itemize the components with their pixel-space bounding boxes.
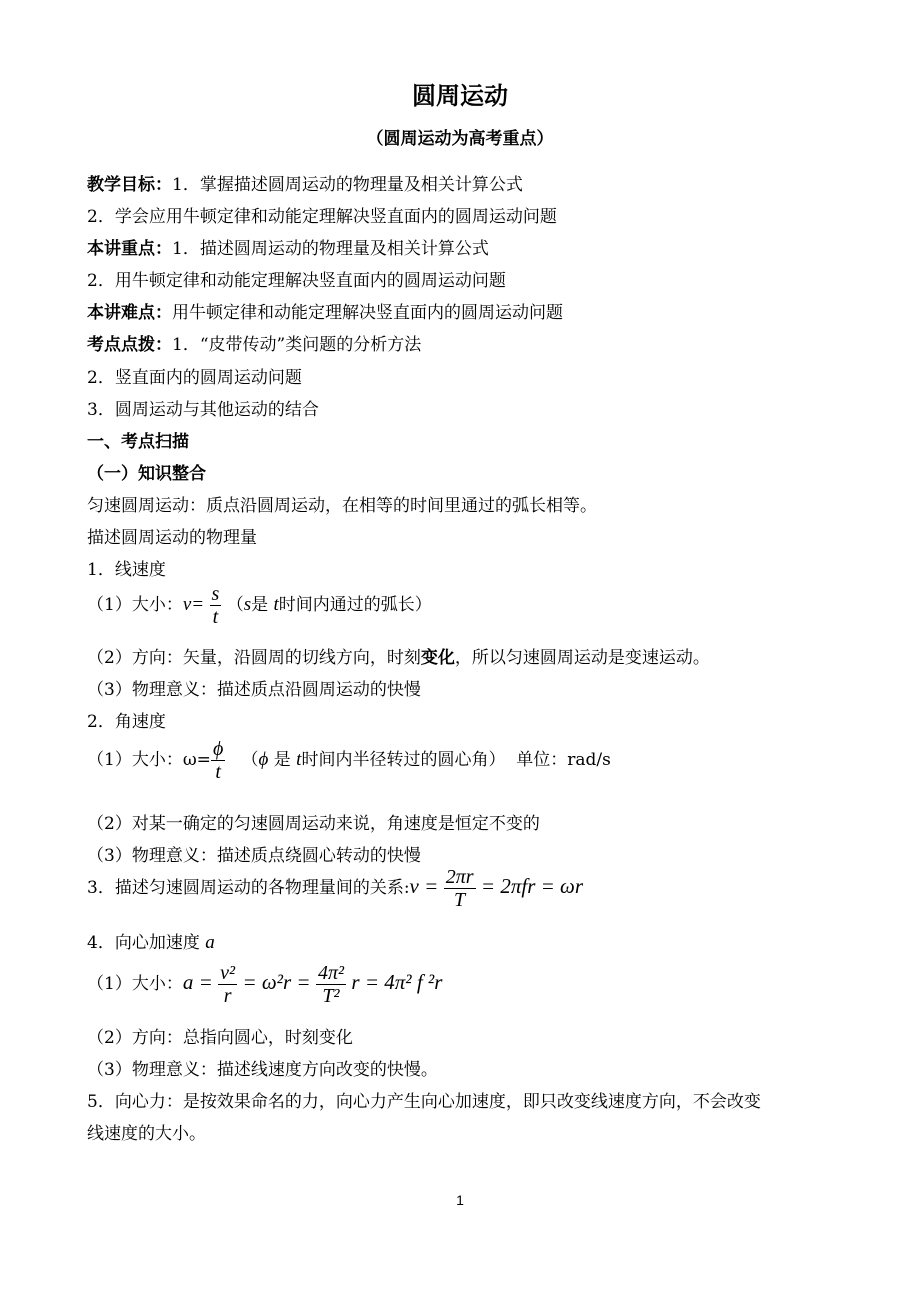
note-open: （ (226, 595, 244, 615)
fraction-denominator: T² (316, 984, 346, 1007)
angular-velocity-meaning: （3）物理意义：描述质点绕圆心转动的快慢 (87, 846, 421, 866)
direction-bold: 变化 (420, 648, 455, 668)
formula-tail: r = 4π² f ²r (351, 970, 443, 994)
page-subtitle: （圆周运动为高考重点） (366, 129, 554, 149)
centripetal-acc-meaning: （3）物理意义：描述线速度方向改变的快慢。 (87, 1060, 438, 1080)
fraction-denominator: T (444, 888, 476, 911)
goals-label: 教学目标： (87, 175, 172, 195)
fraction-denominator: r (218, 984, 237, 1007)
note-rest: 时间内半径转过的圆心角） (301, 750, 506, 770)
formula-lhs: v= (182, 594, 205, 615)
centripetal-acc-heading (87, 928, 215, 954)
difficulty-line (87, 298, 563, 323)
fraction-numerator: 4π² (317, 962, 344, 984)
goals-item-1: 1．掌握描述圆周运动的物理量及相关计算公式 (172, 175, 523, 195)
focus-label: 本讲重点： (87, 239, 172, 259)
4pi2-over-t2-fraction (316, 962, 346, 1007)
focus-item-2: 2．用牛顿定律和动能定理解决竖直面内的圆周运动问题 (87, 271, 506, 291)
fraction-numerator: 2πr (445, 866, 474, 888)
goals-line-1 (87, 170, 523, 195)
tips-item-1: 1．“皮带传动”类问题的分析方法 (172, 335, 422, 355)
fraction-numerator: ϕ (212, 738, 224, 760)
heading-text: 4．向心加速度 (87, 933, 200, 953)
phi-over-t-fraction (211, 738, 225, 783)
linear-velocity-formula-line (87, 583, 432, 628)
note-rest: 时间内通过的弧长） (278, 595, 432, 615)
linear-velocity-direction (87, 643, 710, 668)
page-number: 1 (456, 1192, 464, 1208)
s-over-t-fraction (210, 583, 222, 628)
centripetal-acc-formula-line (87, 962, 442, 1007)
tips-label: 考点点拨： (87, 335, 172, 355)
note-mid: 是 (251, 595, 269, 615)
linear-velocity-heading: 1．线速度 (87, 560, 166, 580)
heading-variable: a (205, 932, 215, 953)
relation-fraction (444, 866, 476, 911)
direction-text-b: ，所以匀速圆周运动是变速运动。 (454, 648, 710, 668)
fraction-denominator: t (211, 760, 225, 783)
relation-rhs: = 2πfr = ωr (480, 874, 584, 898)
linear-velocity-meaning: （3）物理意义：描述质点沿圆周运动的快慢 (87, 680, 421, 700)
formula-lhs: a = (182, 970, 213, 994)
subsection-heading: （一）知识整合 (87, 464, 206, 484)
magnitude-prefix: （1）大小： (87, 974, 183, 994)
angular-velocity-heading: 2．角速度 (87, 712, 166, 732)
note-mid: 是 (273, 750, 291, 770)
unit-label: 单位：rad/s (516, 750, 611, 770)
page-title: 圆周运动 (412, 82, 508, 110)
centripetal-acc-direction: （2）方向：总指向圆心，时刻变化 (87, 1028, 353, 1048)
note-t: t (296, 749, 302, 770)
tips-item-2: 2．竖直面内的圆周运动问题 (87, 368, 302, 388)
angular-velocity-constancy: （2）对某一确定的匀速圆周运动来说，角速度是恒定不变的 (87, 814, 540, 834)
fraction-denominator: t (210, 605, 222, 628)
magnitude-prefix: （1）大小：ω= (87, 750, 211, 770)
focus-item-1: 1．描述圆周运动的物理量及相关计算公式 (172, 239, 489, 259)
note-phi: ϕ (258, 749, 269, 770)
angular-velocity-formula-line (87, 738, 611, 783)
goals-item-2: 2．学会应用牛顿定律和动能定理解决竖直面内的圆周运动问题 (87, 207, 557, 227)
formula-middle: = ω²r = (242, 970, 311, 994)
tips-item-3: 3．圆周运动与其他运动的结合 (87, 400, 319, 420)
fraction-numerator: v² (220, 962, 236, 984)
centripetal-force-line-2: 线速度的大小。 (87, 1124, 206, 1144)
centripetal-force-line-1: 5．向心力：是按效果命名的力，向心力产生向心加速度，即只改变线速度方向，不会改变 (87, 1092, 761, 1112)
difficulty-label: 本讲难点： (87, 303, 172, 323)
note-t: t (273, 594, 279, 615)
relation-line (87, 866, 583, 911)
direction-text-a: （2）方向：矢量，沿圆周的切线方向，时刻 (87, 648, 421, 668)
note-s: s (243, 594, 252, 615)
note-open: （ (241, 750, 259, 770)
magnitude-prefix: （1）大小： (87, 595, 183, 615)
quantities-intro: 描述圆周运动的物理量 (87, 528, 257, 548)
fraction-numerator: s (211, 583, 220, 605)
focus-line-1 (87, 234, 489, 259)
difficulty-item-1: 用牛顿定律和动能定理解决竖直面内的圆周运动问题 (172, 303, 563, 323)
section-heading: 一、考点扫描 (87, 432, 189, 452)
tips-line-1 (87, 330, 421, 355)
v2-over-r-fraction (218, 962, 237, 1007)
uniform-definition: 匀速圆周运动：质点沿圆周运动，在相等的时间里通过的弧长相等。 (87, 496, 597, 516)
relation-lhs: v = (409, 874, 439, 898)
relation-text: 3．描述匀速圆周运动的各物理量间的关系: (87, 878, 410, 898)
